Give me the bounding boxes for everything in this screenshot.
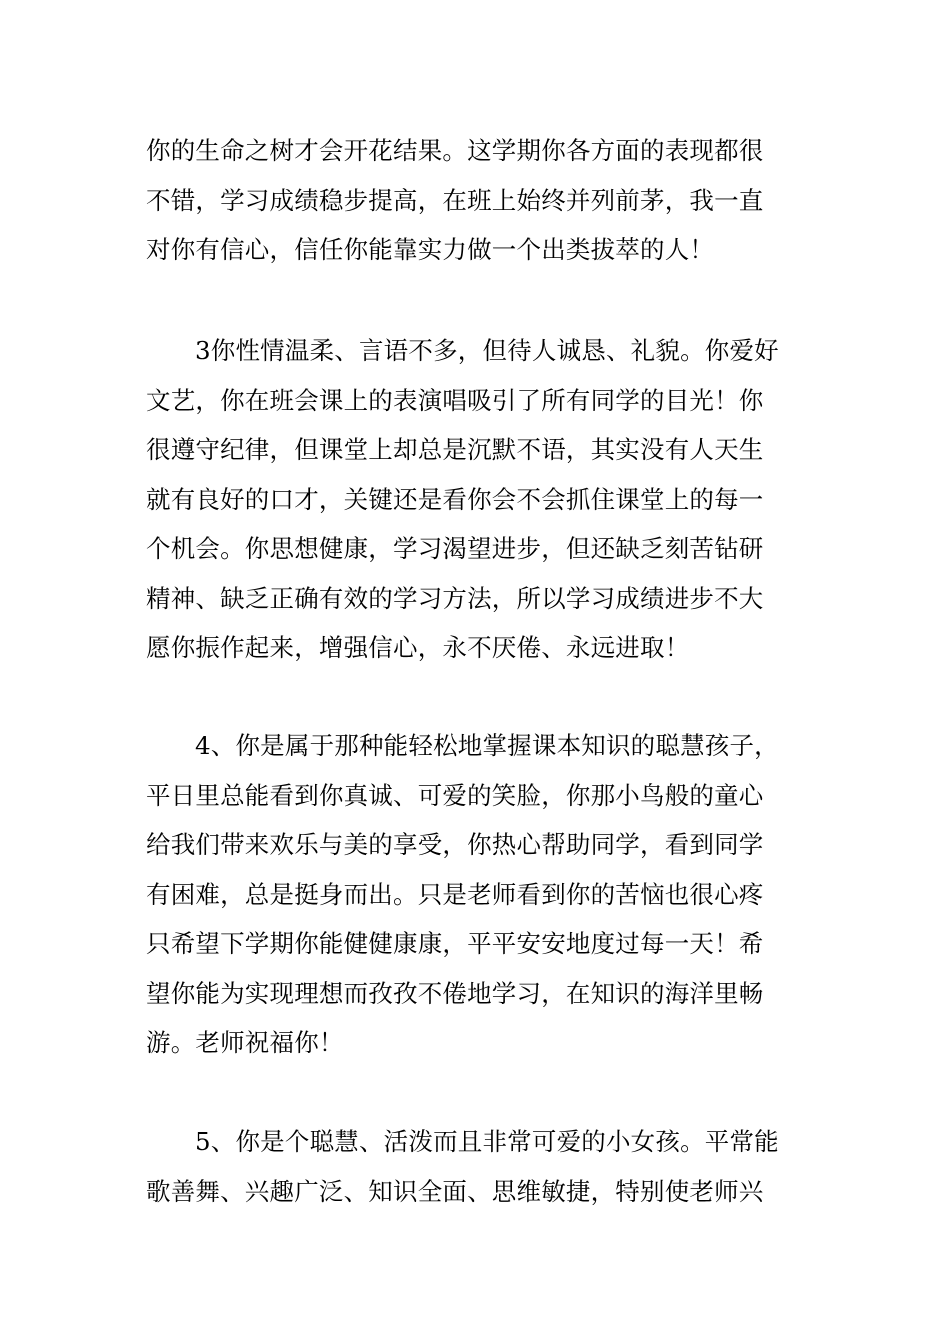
paragraph-line: 愿你振作起来，增强信心，永不厌倦、永远进取！ bbox=[146, 633, 690, 662]
paragraph-line: 望你能为实现理想而孜孜不倦地学习，在知识的海洋里畅 bbox=[146, 978, 764, 1008]
paragraph-line: 3你性情温柔、言语不多，但待人诚恳、礼貌。你爱好 bbox=[195, 336, 779, 365]
paragraph-line: 对你有信心，信任你能靠实力做一个出类拔萃的人！ bbox=[146, 235, 715, 264]
paragraph-3 bbox=[146, 721, 808, 1068]
paragraph-line: 精神、缺乏正确有效的学习方法，所以学习成绩进步不大 bbox=[146, 583, 764, 613]
paragraph-2 bbox=[146, 326, 808, 673]
paragraph-line: 4、你是属于那种能轻松地掌握课本知识的聪慧孩子， bbox=[195, 731, 779, 760]
paragraph-line: 歌善舞、兴趣广泛、知识全面、思维敏捷，特别使老师兴 bbox=[146, 1176, 764, 1206]
paragraph-line: 游。老师祝福你！ bbox=[146, 1028, 344, 1057]
paragraph-line: 平日里总能看到你真诚、可爱的笑脸，你那小鸟般的童心 bbox=[146, 780, 764, 810]
paragraph-line: 就有良好的口才，关键还是看你会不会抓住课堂上的每一 bbox=[146, 484, 764, 514]
paragraph-line: 个机会。你思想健康，学习渴望进步，但还缺乏刻苦钻研 bbox=[146, 534, 764, 563]
paragraph-line: 不错，学习成绩稳步提高，在班上始终并列前茅，我一直 bbox=[146, 185, 764, 215]
paragraph-4 bbox=[146, 1117, 808, 1216]
paragraph-line: 5、你是个聪慧、活泼而且非常可爱的小女孩。平常能 bbox=[195, 1127, 779, 1156]
paragraph-line: 文艺，你在班会课上的表演唱吸引了所有同学的目光！你 bbox=[146, 385, 764, 415]
paragraph-line: 只希望下学期你能健健康康，平平安安地度过每一天！希 bbox=[146, 929, 764, 958]
paragraph-1 bbox=[146, 126, 808, 275]
paragraph-line: 很遵守纪律，但课堂上却总是沉默不语，其实没有人天生 bbox=[146, 435, 764, 464]
paragraph-line: 有困难，总是挺身而出。只是老师看到你的苦恼也很心疼 bbox=[146, 879, 764, 909]
paragraph-line: 你的生命之树才会开花结果。这学期你各方面的表现都很 bbox=[146, 136, 764, 165]
paragraph-line: 给我们带来欢乐与美的享受，你热心帮助同学，看到同学 bbox=[146, 830, 764, 859]
